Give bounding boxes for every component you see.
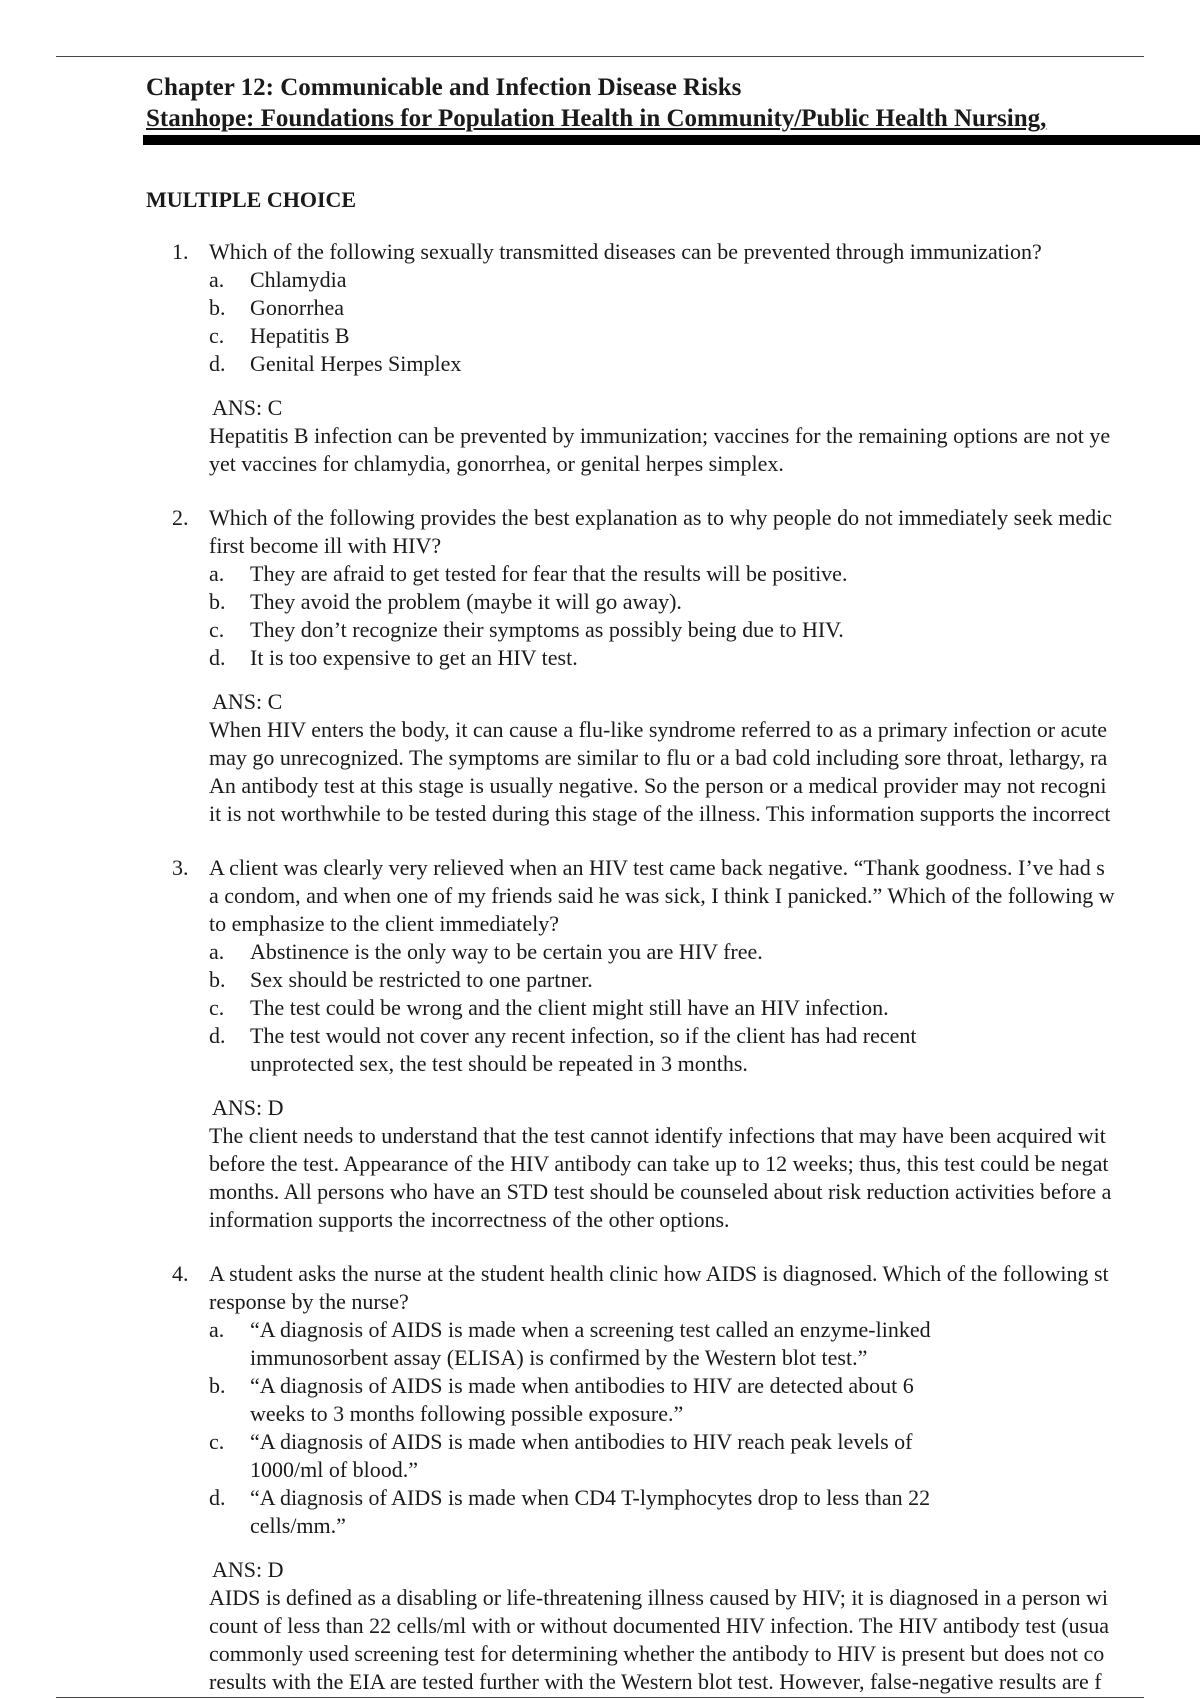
option-letter: a. [209,939,225,964]
option-text: immunosorbent assay (ELISA) is confirmed by the Western blot test.” [250,1345,868,1370]
question-item [0,504,1200,828]
question-list [0,238,1200,1696]
option-letter: d. [209,1485,226,1510]
option-text: cells/mm.” [250,1513,346,1538]
option-letter: b. [209,1373,226,1398]
answer-option [0,938,1200,966]
rationale-line: AIDS is defined as a disabling or life-threatening illness caused by HIV; it is diagnosed in a person wi [209,1585,1108,1610]
rationale-line: months. All persons who have an STD test should be counseled about risk reduction activities before a [209,1179,1112,1204]
question-spacer [0,828,1200,854]
answer-option [0,1372,1200,1428]
option-text: Sex should be restricted to one partner. [250,967,593,992]
section-heading: MULTIPLE CHOICE [146,187,357,212]
rationale-line: information supports the incorrectness of the other options. [209,1207,730,1232]
option-letter: a. [209,267,225,292]
question-stem-line: Which of the following provides the best explanation as to why people do not immediately seek medic [209,505,1112,530]
answer-option [0,966,1200,994]
option-text: unprotected sex, the test should be repeated in 3 months. [250,1051,748,1076]
option-letter: a. [209,1317,225,1342]
question-stem-line: Which of the following sexually transmitted diseases can be prevented through immunization? [209,239,1042,264]
answer-option [0,1316,1200,1372]
option-text: They are afraid to get tested for fear that the results will be positive. [250,561,848,586]
option-letter: c. [209,323,225,348]
answer-option [0,1428,1200,1484]
top-rule [56,56,1144,57]
answer-option [0,1022,1200,1078]
answer-option [0,350,1200,378]
question-stem-line: to emphasize to the client immediately? [209,911,560,936]
option-text: “A diagnosis of AIDS is made when a screening test called an enzyme-linked [250,1317,931,1342]
question-number: 4. [172,1261,189,1286]
option-text: 1000/ml of blood.” [250,1457,419,1482]
option-letter: b. [209,967,226,992]
answer-option [0,616,1200,644]
answer-options [0,266,1200,378]
chapter-title: Chapter 12: Communicable and Infection Disease Risks [146,74,742,101]
answer-option [0,588,1200,616]
question-spacer [0,1234,1200,1260]
rationale-line: An antibody test at this stage is usually negative. So the person or a medical provider may not recogni [209,773,1107,798]
rationale-line: results with the EIA are tested further with the Western blot test. However, false-negative results are f [209,1669,1102,1694]
answer-key: ANS: D [212,1557,284,1582]
rationale-line: yet vaccines for chlamydia, gonorrhea, or genital herpes simplex. [209,451,784,476]
rationale-line: The client needs to understand that the test cannot identify infections that may have been acquired wit [209,1123,1106,1148]
answer-key: ANS: C [212,395,283,420]
answer-key: ANS: D [212,1095,284,1120]
option-letter: c. [209,617,225,642]
option-letter: c. [209,1429,225,1454]
rationale-line: may go unrecognized. The symptoms are similar to flu or a bad cold including sore throat, lethargy, ra [209,745,1108,770]
option-letter: d. [209,351,226,376]
answer-key: ANS: C [212,689,283,714]
option-letter: a. [209,561,225,586]
option-letter: d. [209,645,226,670]
option-text: “A diagnosis of AIDS is made when antibodies to HIV reach peak levels of [250,1429,913,1454]
book-title: Stanhope: Foundations for Population Health in Community/Public Health Nursing, [146,105,1047,132]
answer-option [0,1484,1200,1540]
option-text: weeks to 3 months following possible exposure.” [250,1401,684,1426]
question-item [0,1260,1200,1696]
option-text: The test would not cover any recent infection, so if the client has had recent [250,1023,917,1048]
question-number: 1. [172,239,189,264]
option-text: Abstinence is the only way to be certain you are HIV free. [250,939,763,964]
header-rule [143,135,1200,145]
option-text: “A diagnosis of AIDS is made when CD4 T-lymphocytes drop to less than 22 [250,1485,931,1510]
option-text: Gonorrhea [250,295,345,320]
answer-option [0,322,1200,350]
option-text: The test could be wrong and the client might still have an HIV infection. [250,995,889,1020]
answer-option [0,294,1200,322]
answer-options [0,938,1200,1078]
answer-option [0,560,1200,588]
option-letter: b. [209,589,226,614]
question-spacer [0,478,1200,504]
question-stem-line: response by the nurse? [209,1289,409,1314]
question-stem-line: A client was clearly very relieved when an HIV test came back negative. “Thank goodness. I’ve had s [209,855,1105,880]
answer-option [0,644,1200,672]
rationale-line: When HIV enters the body, it can cause a flu-like syndrome referred to as a primary infection or acute [209,717,1107,742]
bottom-rule [56,1697,1144,1698]
option-text: Chlamydia [250,267,347,292]
option-letter: d. [209,1023,226,1048]
question-item [0,238,1200,478]
option-text: It is too expensive to get an HIV test. [250,645,578,670]
option-text: “A diagnosis of AIDS is made when antibodies to HIV are detected about 6 [250,1373,914,1398]
answer-option [0,266,1200,294]
question-item [0,854,1200,1234]
question-number: 2. [172,505,189,530]
answer-option [0,994,1200,1022]
rationale-line: before the test. Appearance of the HIV antibody can take up to 12 weeks; thus, this test could be negat [209,1151,1109,1176]
rationale-line: commonly used screening test for determining whether the antibody to HIV is present but does not co [209,1641,1105,1666]
rationale-line: it is not worthwhile to be tested during this stage of the illness. This information supports the incorrect [209,801,1111,826]
question-number: 3. [172,855,189,880]
option-letter: c. [209,995,225,1020]
option-letter: b. [209,295,226,320]
question-stem-line: a condom, and when one of my friends said he was sick, I think I panicked.” Which of the following w [209,883,1115,908]
page-header [146,72,1200,134]
option-text: They don’t recognize their symptoms as possibly being due to HIV. [250,617,844,642]
rationale-line: Hepatitis B infection can be prevented by immunization; vaccines for the remaining options are not ye [209,423,1111,448]
option-text: They avoid the problem (maybe it will go away). [250,589,682,614]
answer-options [0,1316,1200,1540]
option-text: Genital Herpes Simplex [250,351,462,376]
rationale-line: count of less than 22 cells/ml with or without documented HIV infection. The HIV antibody test (usua [209,1613,1110,1638]
option-text: Hepatitis B [250,323,350,348]
answer-options [0,560,1200,672]
question-stem-line: A student asks the nurse at the student health clinic how AIDS is diagnosed. Which of the following st [209,1261,1109,1286]
question-stem-line: first become ill with HIV? [209,533,442,558]
